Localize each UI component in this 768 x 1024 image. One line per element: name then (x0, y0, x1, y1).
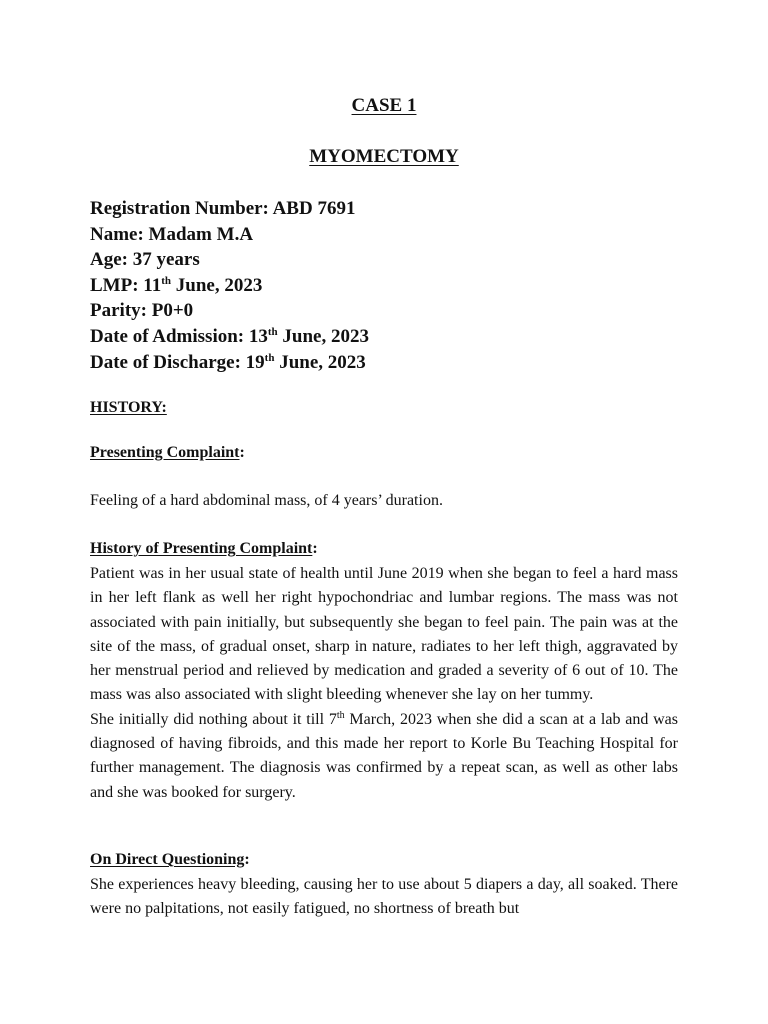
patient-name: Name: Madam M.A (90, 223, 254, 245)
hpc-body (90, 562, 678, 805)
odq-text: She experiences heavy bleeding, causing her to use about 5 diapers a day, all soaked. There were no palpitations, not easily fatigued, no shortness of breath but (90, 876, 678, 918)
admission-suffix: June, 2023 (277, 325, 369, 347)
odq-body (90, 873, 678, 922)
presenting-complaint-heading-text: Presenting Complaint (90, 444, 240, 461)
odq-heading-text: On Direct Questioning (90, 851, 245, 868)
hpc-paragraph-2-suffix: March, 2023 when she did a scan at a lab and was diagnosed of having fibroids, and this made her report to Korle Bu Teaching Hospital for further management. The diagnosis was confirmed by a repeat scan, as well as other labs and she was booked for surgery. (90, 710, 679, 801)
lmp-ordinal: th (161, 274, 172, 287)
presenting-complaint-heading (90, 444, 245, 462)
lmp-date (90, 273, 369, 299)
case-label: CASE 1 (351, 95, 417, 116)
hpc-paragraph-2 (90, 708, 678, 805)
discharge-prefix: Date of Discharge: 19 (90, 351, 265, 373)
hpc-colon: : (312, 540, 318, 557)
hpc-heading (90, 540, 318, 558)
discharge-suffix: June, 2023 (274, 351, 366, 373)
hpc-paragraph-1: Patient was in her usual state of health until June 2019 when she began to feel a hard mass in her left flank as well her right hypochondriac and lumbar regions. The mass was not associated with pain initially, but subsequently she began to feel pain. The pain was at the site of the mass, of gradual onset, sharp in nature, radiates to her left thigh, aggravated by her menstrual period and relieved by medication and graded a severity of 6 out of 10. The mass was also associated with slight bleeding whenever she lay on her tummy. (90, 565, 678, 704)
presenting-complaint-text: Feeling of a hard abdominal mass, of 4 years’ duration. (90, 492, 443, 509)
history-heading (90, 399, 167, 417)
discharge-ordinal: th (264, 351, 275, 364)
admission-ordinal: th (267, 325, 278, 338)
presenting-complaint-colon: : (239, 444, 245, 461)
hpc-heading-text: History of Presenting Complaint (90, 540, 313, 557)
odq-colon: : (244, 851, 250, 868)
hpc-paragraph-2-prefix: She initially did nothing about it till 7 (90, 710, 337, 728)
parity: Parity: P0+0 (90, 300, 194, 322)
registration-number: Registration Number: ABD 7691 (90, 198, 356, 219)
procedure-title: MYOMECTOMY (309, 146, 459, 167)
patient-info-block (90, 196, 369, 375)
history-heading-text: HISTORY: (90, 399, 167, 416)
lmp-suffix: June, 2023 (171, 274, 263, 296)
discharge-date (90, 350, 369, 376)
hpc-paragraph-2-ordinal: th (336, 709, 345, 721)
lmp-prefix: LMP: 11 (90, 274, 162, 296)
patient-age: Age: 37 years (90, 249, 200, 271)
odq-heading (90, 851, 250, 869)
admission-prefix: Date of Admission: 13 (90, 325, 268, 347)
admission-date (90, 324, 369, 350)
